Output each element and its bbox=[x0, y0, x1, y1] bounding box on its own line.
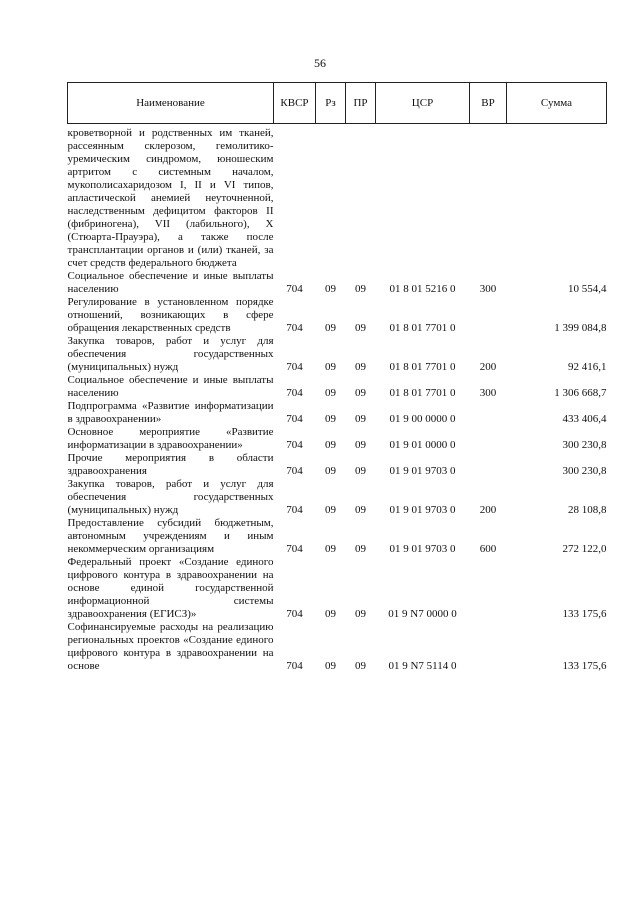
row-name: Софинансируемые расходы на реализацию региональных проектов «Создание единого цифрового контура в здравоохранении на основе bbox=[67, 621, 274, 672]
row-rz bbox=[316, 124, 346, 271]
row-csr: 01 8 01 7701 0 bbox=[389, 387, 456, 399]
row-rz: 09 bbox=[325, 504, 336, 516]
row-csr: 01 9 01 9703 0 bbox=[389, 465, 456, 477]
row-rz: 09 bbox=[325, 322, 336, 334]
row-vr: 300 bbox=[479, 387, 497, 399]
row-sum: 433 406,4 bbox=[562, 413, 607, 425]
row-pr: 09 bbox=[355, 465, 366, 477]
row-kvsr bbox=[274, 124, 316, 271]
table-row bbox=[68, 374, 607, 400]
row-sum: 300 230,8 bbox=[562, 439, 607, 451]
row-rz: 09 bbox=[325, 543, 336, 555]
page-number: 56 bbox=[314, 56, 326, 70]
row-pr: 09 bbox=[355, 660, 366, 672]
row-csr: 01 9 N7 5114 0 bbox=[388, 660, 457, 672]
row-name: Предоставление субсидий бюджетным, автономным учреждениям и иным некоммерческим организациям bbox=[67, 517, 274, 555]
header-name: Наименование bbox=[68, 83, 274, 124]
row-vr bbox=[470, 621, 507, 673]
row-name: Федеральный проект «Создание единого цифрового контура в здравоохранении на основе единой государственной информационной системы здравоохранения (ЕГИСЗ)» bbox=[67, 556, 274, 620]
row-kvsr: 704 bbox=[286, 660, 303, 672]
row-name: Социальное обеспечение и иные выплаты населению bbox=[67, 374, 274, 399]
row-vr bbox=[470, 296, 507, 335]
table-row bbox=[68, 452, 607, 478]
row-pr: 09 bbox=[355, 543, 366, 555]
table-row bbox=[68, 621, 607, 673]
table-row bbox=[68, 400, 607, 426]
row-rz: 09 bbox=[325, 439, 336, 451]
row-name: Регулирование в установленном порядке отношений, возникающих в сфере обращения лекарственных средств bbox=[67, 296, 274, 334]
row-vr: 600 bbox=[479, 543, 497, 555]
row-vr: 300 bbox=[479, 283, 497, 295]
row-kvsr: 704 bbox=[286, 504, 303, 516]
row-csr bbox=[376, 124, 470, 271]
row-sum: 28 108,8 bbox=[568, 504, 607, 516]
header-kvsr: КВСР bbox=[274, 83, 316, 124]
row-kvsr: 704 bbox=[286, 413, 303, 425]
row-pr: 09 bbox=[355, 504, 366, 516]
row-csr: 01 9 01 9703 0 bbox=[389, 504, 456, 516]
row-pr: 09 bbox=[355, 361, 366, 373]
row-kvsr: 704 bbox=[286, 387, 303, 399]
row-rz: 09 bbox=[325, 387, 336, 399]
row-rz: 09 bbox=[325, 361, 336, 373]
row-name: Закупка товаров, работ и услуг для обеспечения государственных (муниципальных) нужд bbox=[67, 335, 274, 373]
row-vr bbox=[470, 124, 507, 271]
header-csr: ЦСР bbox=[376, 83, 470, 124]
row-vr bbox=[470, 400, 507, 426]
row-name: Подпрограмма «Развитие информатизации в здравоохранении» bbox=[67, 400, 274, 425]
row-pr bbox=[346, 124, 376, 271]
header-pr: ПР bbox=[346, 83, 376, 124]
row-pr: 09 bbox=[355, 608, 366, 620]
row-pr: 09 bbox=[355, 439, 366, 451]
row-pr: 09 bbox=[355, 387, 366, 399]
table-row bbox=[68, 335, 607, 374]
row-kvsr: 704 bbox=[286, 439, 303, 451]
row-sum: 92 416,1 bbox=[568, 361, 607, 373]
row-rz: 09 bbox=[325, 608, 336, 620]
row-rz: 09 bbox=[325, 283, 336, 295]
row-name: Прочие мероприятия в области здравоохранения bbox=[67, 452, 274, 477]
table-row bbox=[68, 124, 607, 271]
header-rz: Рз bbox=[316, 83, 346, 124]
header-sum: Сумма bbox=[507, 83, 607, 124]
row-sum: 133 175,6 bbox=[562, 608, 607, 620]
row-name: Закупка товаров, работ и услуг для обеспечения государственных (муниципальных) нужд bbox=[67, 478, 274, 516]
row-rz: 09 bbox=[325, 660, 336, 672]
row-pr: 09 bbox=[355, 413, 366, 425]
row-name: Социальное обеспечение и иные выплаты населению bbox=[67, 270, 274, 295]
budget-table bbox=[67, 82, 607, 673]
row-rz: 09 bbox=[325, 413, 336, 425]
row-pr: 09 bbox=[355, 283, 366, 295]
row-kvsr: 704 bbox=[286, 361, 303, 373]
header-row bbox=[68, 83, 607, 124]
row-kvsr: 704 bbox=[286, 543, 303, 555]
row-kvsr: 704 bbox=[286, 608, 303, 620]
row-name: кроветворной и родственных им тканей, рассеянным склерозом, гемолитико-уремическим синдромом, юношеским артритом с системным началом, мукополисахаридозом I, II и VI типов, апластической анемией неуточненной, наследственным дефицитом факторов II (фибриногена), VII (лабильного), X (Стюарта-Прауэра), а также после трансплантации органов и (или) тканей, за счет средств федерального бюджета bbox=[67, 127, 274, 269]
row-vr bbox=[470, 426, 507, 452]
row-csr: 01 8 01 7701 0 bbox=[389, 361, 456, 373]
table-row bbox=[68, 426, 607, 452]
table-row bbox=[68, 296, 607, 335]
table-row bbox=[68, 478, 607, 517]
table-row bbox=[68, 517, 607, 556]
row-sum: 1 306 668,7 bbox=[554, 387, 607, 399]
row-kvsr: 704 bbox=[286, 283, 303, 295]
row-pr: 09 bbox=[355, 322, 366, 334]
row-sum: 1 399 084,8 bbox=[554, 322, 607, 334]
header-vr: ВР bbox=[470, 83, 507, 124]
row-vr bbox=[470, 452, 507, 478]
table-row bbox=[68, 556, 607, 621]
table-row bbox=[68, 270, 607, 296]
row-vr: 200 bbox=[479, 504, 497, 516]
row-csr: 01 8 01 7701 0 bbox=[389, 322, 456, 334]
row-name: Основное мероприятие «Развитие информатизации в здравоохранении» bbox=[67, 426, 274, 451]
row-csr: 01 9 N7 0000 0 bbox=[388, 608, 457, 620]
row-csr: 01 9 01 0000 0 bbox=[389, 439, 456, 451]
row-vr: 200 bbox=[479, 361, 497, 373]
row-rz: 09 bbox=[325, 465, 336, 477]
row-sum bbox=[507, 124, 607, 271]
row-csr: 01 9 00 0000 0 bbox=[389, 413, 456, 425]
row-sum: 300 230,8 bbox=[562, 465, 607, 477]
row-sum: 272 122,0 bbox=[562, 543, 607, 555]
row-csr: 01 8 01 5216 0 bbox=[389, 283, 456, 295]
row-csr: 01 9 01 9703 0 bbox=[389, 543, 456, 555]
row-kvsr: 704 bbox=[286, 322, 303, 334]
row-kvsr: 704 bbox=[286, 465, 303, 477]
row-sum: 133 175,6 bbox=[562, 660, 607, 672]
row-vr bbox=[470, 556, 507, 621]
row-sum: 10 554,4 bbox=[568, 283, 607, 295]
